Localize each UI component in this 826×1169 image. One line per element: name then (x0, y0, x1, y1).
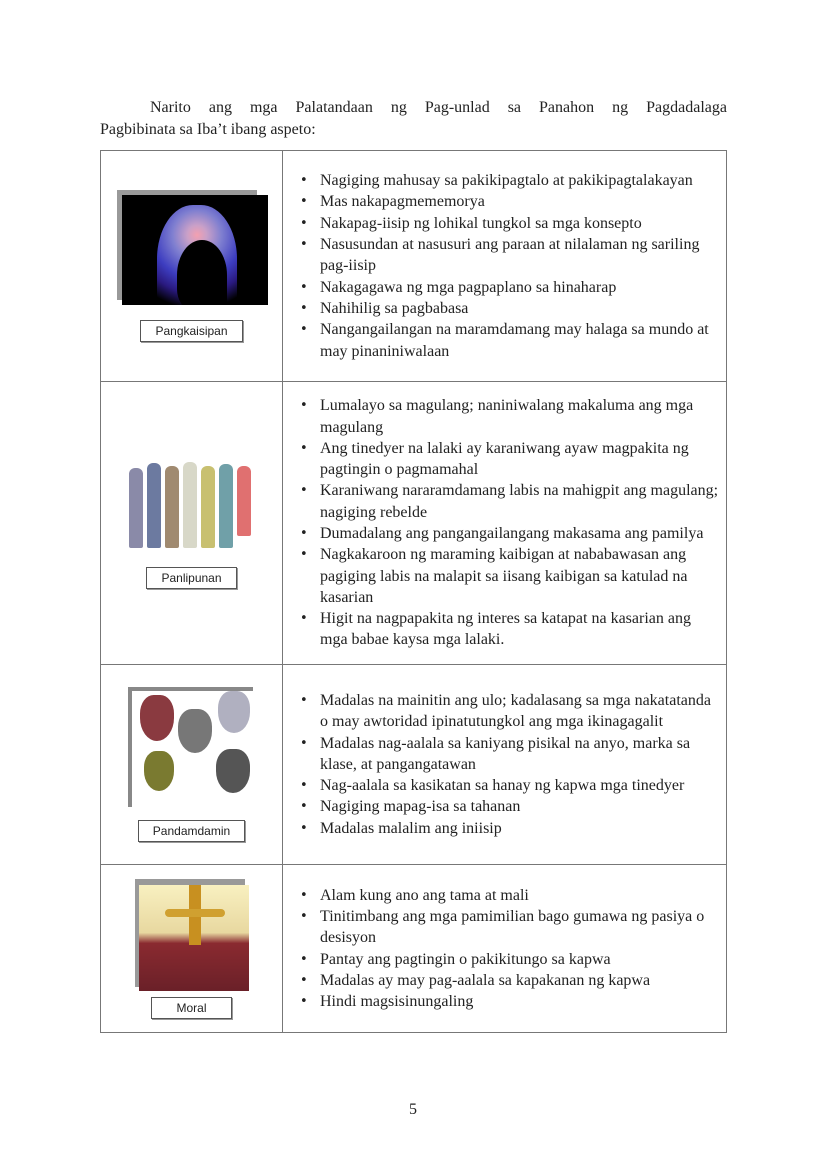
list-item: • Nagiging mahusay sa pakikipagtalo at pakikipagtalakayan (320, 170, 720, 191)
category-label: Pangkaisipan (140, 320, 242, 342)
list-item: • Nagiging mapag-isa sa tahanan (320, 796, 720, 817)
table-row-pandamdamin (101, 665, 727, 865)
bullet-list (283, 170, 720, 362)
list-item: • Madalas nag-aalala sa kaniyang pisikal na anyo, marka sa klase, at pangangatawan (320, 733, 720, 776)
intro-line-1: Narito ang mga Palatandaan ng Pag-unlad sa Panahon ng Pagdadalaga (150, 99, 727, 116)
bullet-list (283, 395, 720, 651)
list-item: • Karaniwang nararamdamang labis na mahigpit ang magulang; nagiging rebelde (320, 480, 720, 523)
list-item: • Nakapag-iisip ng lohikal tungkol sa mga konsepto (320, 213, 720, 234)
list-item: • Madalas na mainitin ang ulo; kadalasang sa mga nakatatanda o may awtoridad ipinatutungkol ang mga ikinagagalit (320, 690, 720, 733)
list-item: • Nasusundan at nasusuri ang paraan at nilalaman ng sariling pag-iisip (320, 234, 720, 277)
bullet-list (283, 690, 720, 839)
group-of-people-image (127, 458, 257, 553)
category-label: Pandamdamin (138, 820, 245, 842)
category-label: Moral (151, 997, 231, 1019)
list-item: • Nagkakaroon ng maraming kaibigan at nababawasan ang pagiging labis na malapit sa iisang kaibigan sa katulad na kasarian (320, 544, 720, 608)
page-number: 5 (409, 1101, 417, 1118)
list-item: • Pantay ang pagtingin o pakikitungo sa kapwa (320, 949, 720, 970)
intro-paragraph (100, 97, 727, 141)
list-item: • Nangangailangan na maramdamang may halaga sa mundo at may pinaniniwalaan (320, 319, 720, 362)
category-label: Panlipunan (146, 567, 236, 589)
list-item: • Higit na nagpapakita ng interes sa katapat na kasarian ang mga babae kaysa mga lalaki. (320, 608, 720, 651)
list-item: • Ang tinedyer na lalaki ay karaniwang ayaw magpakita ng pagtingin o pagmamahal (320, 438, 720, 481)
list-item: • Mas nakapagmememorya (320, 191, 720, 212)
list-item: • Hindi magsisinungaling (320, 991, 720, 1012)
list-item: • Lumalayo sa magulang; naniniwalang makaluma ang mga magulang (320, 395, 720, 438)
intro-line-2: Pagbibinata sa Iba’t ibang aspeto: (100, 121, 316, 138)
list-item: • Madalas malalim ang iniisip (320, 818, 720, 839)
list-item: • Dumadalang ang pangangailangang makasama ang pamilya (320, 523, 720, 544)
list-item: • Nag-aalala sa kasikatan sa hanay ng kapwa mga tinedyer (320, 775, 720, 796)
list-item: • Madalas ay may pag-aalala sa kapakanan ng kapwa (320, 970, 720, 991)
table-row-panlipunan (101, 382, 727, 665)
list-item: • Alam kung ano ang tama at mali (320, 885, 720, 906)
list-item: • Nahihilig sa pagbabasa (320, 298, 720, 319)
development-signs-table (100, 150, 727, 1033)
bullet-list (283, 885, 720, 1013)
scales-of-justice-image (135, 879, 249, 991)
list-item: • Nakagagawa ng mga pagpaplano sa hinaharap (320, 277, 720, 298)
table-row-moral (101, 865, 727, 1033)
brain-head-image (117, 190, 267, 304)
table-row-pangkaisipan (101, 151, 727, 382)
masks-image (128, 687, 256, 812)
list-item: • Tinitimbang ang mga pamimilian bago gumawa ng pasiya o desisyon (320, 906, 720, 949)
